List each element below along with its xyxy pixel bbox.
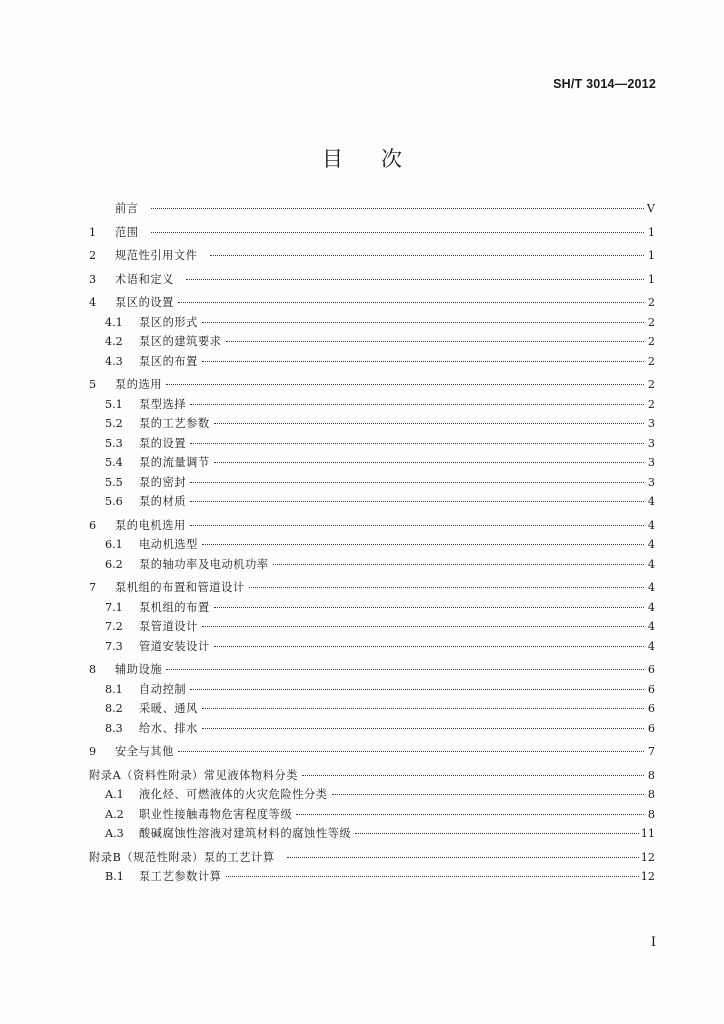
toc-subentry[interactable] — [89, 719, 655, 739]
toc-dot-leader — [214, 423, 644, 424]
toc-entry-label: 自动控制 — [139, 682, 187, 696]
toc-entry-page: 11 — [640, 827, 655, 840]
toc-entry-label: 泵型选择 — [139, 397, 187, 411]
toc-dot-leader — [249, 587, 644, 588]
toc-entry-number: 6.2 — [105, 557, 123, 571]
toc-entry-number: 8 — [89, 663, 97, 676]
toc-entry[interactable] — [89, 223, 655, 243]
toc-subentry[interactable] — [89, 637, 655, 657]
toc-entry[interactable] — [89, 293, 655, 313]
toc-subentry[interactable] — [89, 785, 655, 805]
toc-dot-leader — [214, 462, 644, 463]
toc-subentry[interactable] — [89, 598, 655, 618]
toc-entry-number: 5.6 — [105, 495, 123, 508]
toc-dot-leader — [355, 833, 639, 834]
toc-entry-label: 泵的流量调节 — [139, 456, 210, 469]
toc-entry-label: 泵区的布置 — [139, 354, 198, 368]
toc-subentry[interactable] — [89, 867, 655, 887]
toc-entry-number: 5.5 — [105, 475, 123, 489]
toc-entry-label: 附录B（规范性附录）泵的工艺计算 — [89, 850, 275, 864]
toc-entry-page: 12 — [640, 850, 655, 864]
toc-entry-label: 液化烃、可燃液体的火灾危险性分类 — [139, 788, 328, 801]
toc-entry-page: 2 — [647, 378, 655, 391]
toc-entry-label: 安全与其他 — [115, 745, 174, 758]
toc-entry-label: 术语和定义 — [115, 272, 174, 286]
toc-entry-label: 泵的设置 — [139, 436, 187, 450]
toc-entry-label: 泵机组的布置 — [139, 600, 210, 614]
toc-entry-number: A.3 — [105, 827, 124, 840]
toc-entry-label: 泵工艺参数计算 — [139, 870, 222, 883]
toc-subentry[interactable] — [89, 395, 655, 415]
toc-subentry[interactable] — [89, 535, 655, 555]
toc-entry-label: 酸碱腐蚀性溶液对建筑材料的腐蚀性等级 — [139, 827, 352, 840]
toc-entry-page: 2 — [647, 354, 655, 368]
toc-dot-leader — [151, 232, 644, 233]
toc-entry-number: 5.3 — [105, 436, 123, 450]
toc-dot-leader — [273, 564, 644, 565]
toc-entry-number: 3 — [89, 272, 97, 286]
toc-entry-number: 4.1 — [105, 315, 123, 329]
toc-entry-number: 7.2 — [105, 620, 123, 633]
toc-entry-label: 泵的工艺参数 — [139, 417, 210, 430]
toc-subentry[interactable] — [89, 473, 655, 493]
toc-entry-number: 5 — [89, 378, 97, 391]
toc-entry-page: 7 — [647, 745, 655, 758]
toc-subentry[interactable] — [89, 617, 655, 637]
toc-subentry[interactable] — [89, 824, 655, 844]
toc-entry-number: 5.2 — [105, 417, 123, 430]
toc-dot-leader — [202, 626, 644, 627]
toc-dot-leader — [166, 669, 644, 670]
toc-entry-number: 8.2 — [105, 702, 123, 715]
toc-entry-number: 8.1 — [105, 682, 123, 696]
toc-subentry[interactable] — [89, 434, 655, 454]
toc-dot-leader — [178, 751, 644, 752]
toc-dot-leader — [202, 728, 644, 729]
toc-entry-page: 3 — [647, 436, 655, 450]
toc-entry[interactable] — [89, 766, 655, 786]
toc-subentry[interactable] — [89, 555, 655, 575]
toc-dot-leader — [214, 646, 644, 647]
toc-entry-page: 8 — [647, 807, 655, 821]
toc-entry-page: 6 — [647, 663, 655, 676]
toc-entry[interactable] — [89, 270, 655, 290]
toc-subentry[interactable] — [89, 805, 655, 825]
page-folio: I — [650, 935, 656, 950]
toc-entry-label: 采暖、通风 — [139, 702, 198, 715]
toc-entry-label: 规范性引用文件 — [115, 249, 198, 262]
toc-entry-page: 1 — [647, 225, 655, 239]
toc-subentry[interactable] — [89, 680, 655, 700]
toc-title: 目次 — [322, 147, 440, 171]
toc-entry-number: 4.3 — [105, 354, 123, 368]
toc-entry-page: 3 — [647, 475, 655, 489]
toc-entry-label: 泵区的设置 — [115, 296, 174, 309]
toc-dot-leader — [332, 794, 644, 795]
toc-entry-number: 6.1 — [105, 538, 123, 551]
toc-entry-label: 范围 — [115, 225, 139, 239]
table-of-contents — [89, 199, 655, 887]
toc-entry-label: 前言 — [115, 202, 139, 215]
toc-subentry[interactable] — [89, 414, 655, 434]
toc-entry-label: 职业性接触毒物危害程度等级 — [139, 807, 293, 821]
toc-entry-page: 3 — [647, 456, 655, 469]
toc-entry-page: 2 — [647, 397, 655, 411]
toc-entry-page: 1 — [647, 249, 655, 262]
toc-entry-number: 6 — [89, 518, 97, 532]
toc-entry-page: 4 — [647, 495, 655, 508]
toc-entry-page: 12 — [640, 870, 655, 883]
toc-entry-label: 泵的材质 — [139, 495, 187, 508]
toc-entry-number: 8.3 — [105, 721, 123, 735]
toc-entry-label: 泵机组的布置和管道设计 — [115, 581, 245, 594]
toc-entry-label: 泵的选用 — [115, 378, 163, 391]
toc-dot-leader — [190, 443, 644, 444]
toc-entry-label: 泵管道设计 — [139, 620, 198, 633]
toc-dot-leader — [226, 876, 639, 877]
toc-entry-page: 4 — [647, 639, 655, 653]
toc-entry-number: 4.2 — [105, 335, 123, 348]
toc-entry-number: 4 — [89, 296, 97, 309]
toc-entry-number: A.2 — [105, 807, 124, 821]
toc-entry-page: 6 — [647, 721, 655, 735]
toc-entry-number: 9 — [89, 745, 97, 758]
toc-dot-leader — [287, 857, 639, 858]
standard-code: SH/T 3014—2012 — [553, 77, 656, 91]
toc-entry-number: B.1 — [105, 870, 124, 883]
toc-dot-leader — [166, 384, 644, 385]
toc-entry-number: A.1 — [105, 788, 124, 801]
toc-entry-page: 2 — [647, 315, 655, 329]
toc-entry-number: 7 — [89, 581, 97, 594]
toc-entry-page: 4 — [647, 581, 655, 594]
toc-entry-label: 泵区的形式 — [139, 315, 198, 329]
toc-entry-page: 4 — [647, 620, 655, 633]
toc-dot-leader — [190, 404, 644, 405]
toc-entry[interactable] — [89, 246, 655, 266]
toc-dot-leader — [202, 322, 644, 323]
toc-entry[interactable] — [89, 848, 655, 868]
toc-dot-leader — [202, 708, 644, 709]
toc-entry-page: 2 — [647, 296, 655, 309]
toc-entry[interactable] — [89, 742, 655, 762]
toc-entry-label: 管道安装设计 — [139, 639, 210, 653]
toc-entry-label: 泵的电机选用 — [115, 518, 186, 532]
toc-dot-leader — [190, 482, 644, 483]
toc-dot-leader — [210, 255, 644, 256]
toc-entry[interactable] — [89, 516, 655, 536]
toc-dot-leader — [186, 279, 644, 280]
toc-entry-number: 2 — [89, 249, 97, 262]
toc-entry[interactable] — [89, 199, 655, 219]
toc-dot-leader — [151, 208, 644, 209]
toc-subentry[interactable] — [89, 313, 655, 333]
toc-entry-page: V — [646, 202, 655, 215]
toc-entry[interactable] — [89, 578, 655, 598]
toc-dot-leader — [202, 361, 644, 362]
toc-subentry[interactable] — [89, 352, 655, 372]
toc-entry-page: 1 — [647, 272, 655, 286]
toc-entry-label: 附录A（资料性附录）常见液体物料分类 — [89, 768, 299, 782]
toc-entry-page: 8 — [647, 768, 655, 782]
toc-dot-leader — [296, 814, 644, 815]
toc-dot-leader — [214, 607, 644, 608]
toc-entry-page: 6 — [647, 702, 655, 715]
toc-entry-page: 8 — [647, 788, 655, 801]
toc-subentry[interactable] — [89, 699, 655, 719]
toc-entry-page: 2 — [647, 335, 655, 348]
toc-entry-label: 泵的密封 — [139, 475, 187, 489]
toc-dot-leader — [302, 775, 644, 776]
toc-entry[interactable] — [89, 375, 655, 395]
toc-entry-label: 给水、排水 — [139, 721, 198, 735]
toc-subentry[interactable] — [89, 332, 655, 352]
toc-entry-number: 1 — [89, 225, 97, 239]
toc-dot-leader — [226, 341, 644, 342]
toc-entry-label: 泵区的建筑要求 — [139, 335, 222, 348]
toc-entry-label: 泵的轴功率及电动机功率 — [139, 557, 269, 571]
toc-entry[interactable] — [89, 660, 655, 680]
toc-entry-number: 5.4 — [105, 456, 123, 469]
toc-dot-leader — [202, 544, 644, 545]
toc-entry-page: 6 — [647, 682, 655, 696]
toc-entry-page: 4 — [647, 600, 655, 614]
toc-subentry[interactable] — [89, 453, 655, 473]
toc-entry-page: 4 — [647, 538, 655, 551]
toc-dot-leader — [178, 302, 644, 303]
toc-dot-leader — [190, 501, 644, 502]
toc-entry-label: 电动机选型 — [139, 538, 198, 551]
toc-dot-leader — [190, 525, 644, 526]
toc-dot-leader — [190, 689, 644, 690]
toc-subentry[interactable] — [89, 492, 655, 512]
toc-entry-number: 7.1 — [105, 600, 123, 614]
toc-entry-number: 7.3 — [105, 639, 123, 653]
toc-entry-label: 辅助设施 — [115, 663, 163, 676]
toc-entry-page: 4 — [647, 518, 655, 532]
toc-entry-page: 3 — [647, 417, 655, 430]
toc-entry-page: 4 — [647, 557, 655, 571]
toc-entry-number: 5.1 — [105, 397, 123, 411]
